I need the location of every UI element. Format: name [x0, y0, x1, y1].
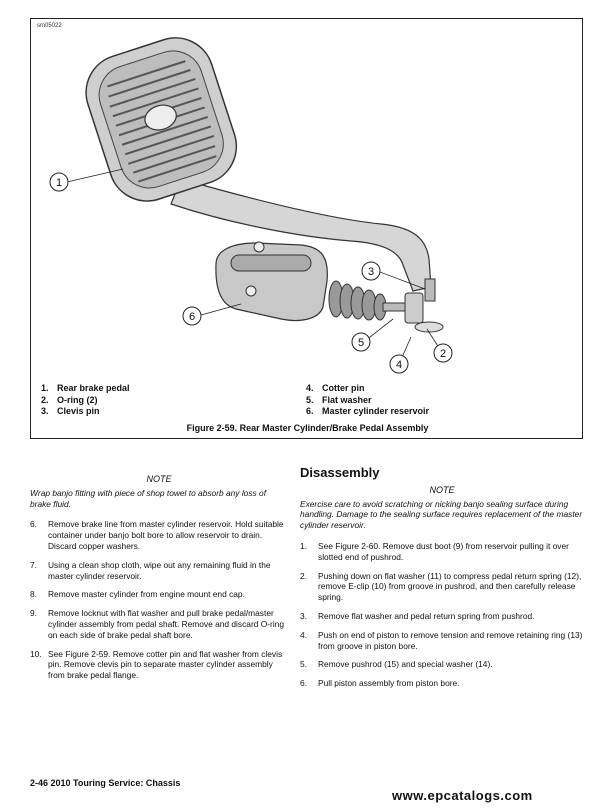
callout-4: 4	[395, 359, 403, 371]
list-item: 1. See Figure 2-60. Remove dust boot (9) from reservoir pulling it over slotted end of pushrod.	[300, 540, 569, 562]
brake-pedal-illustration	[31, 19, 584, 379]
list-item: 4. Push on end of piston to remove tension and remove retaining ring (13) from groove in piston bore.	[300, 629, 583, 651]
legend-item: 5. Flat washer	[306, 394, 372, 405]
list-item: 6. Remove brake line from master cylinder reservoir. Hold suitable container under banjo bolt bore to allow reservoir to drain. Discard copper washers.	[30, 519, 284, 551]
list-item: 6. Pull piston assembly from piston bore.	[300, 678, 460, 689]
callout-1: 1	[55, 177, 63, 189]
step-list	[30, 519, 288, 681]
figure-id: sm05022	[37, 23, 62, 29]
right-column	[300, 465, 584, 697]
note-heading: NOTE	[429, 484, 455, 495]
note-heading: NOTE	[146, 474, 172, 484]
callout-3: 3	[367, 266, 375, 278]
note-text: Wrap banjo fitting with piece of shop towel to absorb any loss of brake fluid.	[30, 487, 267, 509]
left-column	[30, 474, 288, 689]
legend-right-column	[306, 383, 429, 418]
step-list	[300, 541, 584, 689]
list-item: 5. Remove pushrod (15) and special washer (14).	[300, 659, 493, 670]
legend-item: 4. Cotter pin	[306, 383, 365, 393]
legend-item: 1. Rear brake pedal	[41, 383, 130, 393]
callout-6: 6	[188, 311, 196, 323]
note-text: Exercise care to avoid scratching or nicking banjo sealing surface during handling. Damage to the sealing surface requires replacement of the master cylinder reservoir.	[300, 498, 583, 531]
section-heading: Disassembly	[300, 465, 380, 480]
page-footer: 2-46 2010 Touring Service: Chassis	[30, 778, 181, 788]
legend-item: 6. Master cylinder reservoir	[306, 406, 430, 416]
list-item: 7. Using a clean shop cloth, wipe out any remaining fluid in the master cylinder reservoir.	[30, 559, 271, 581]
callout-5: 5	[357, 337, 365, 349]
list-item: 3. Remove flat washer and pedal return spring from pushrod.	[300, 610, 535, 621]
list-item: 8. Remove master cylinder from engine mount end cap.	[30, 589, 245, 600]
list-item: 2. Pushing down on flat washer (11) to compress pedal return spring (12), remove E-clip (10) from groove in pushrod, and then carefully release spring.	[300, 570, 582, 603]
legend-left-column	[41, 383, 130, 418]
figure-box	[30, 18, 583, 439]
legend-item: 2. O-ring (2)	[41, 394, 98, 405]
figure-caption: Figure 2-59. Rear Master Cylinder/Brake Pedal Assembly	[186, 423, 429, 433]
list-item: 10. See Figure 2-59. Remove cotter pin and flat washer from clevis pin. Remove clevis pin to separate master cylinder assembly from brake pedal flange.	[30, 648, 283, 681]
list-item: 9. Remove locknut with flat washer and pull brake pedal/master cylinder assembly from pedal shaft. Remove and discard O-ring on each side of brake pedal shaft bore.	[30, 608, 284, 640]
callout-2: 2	[439, 348, 447, 360]
watermark: www.epcatalogs.com	[392, 788, 533, 803]
legend-item: 3. Clevis pin	[41, 406, 100, 416]
